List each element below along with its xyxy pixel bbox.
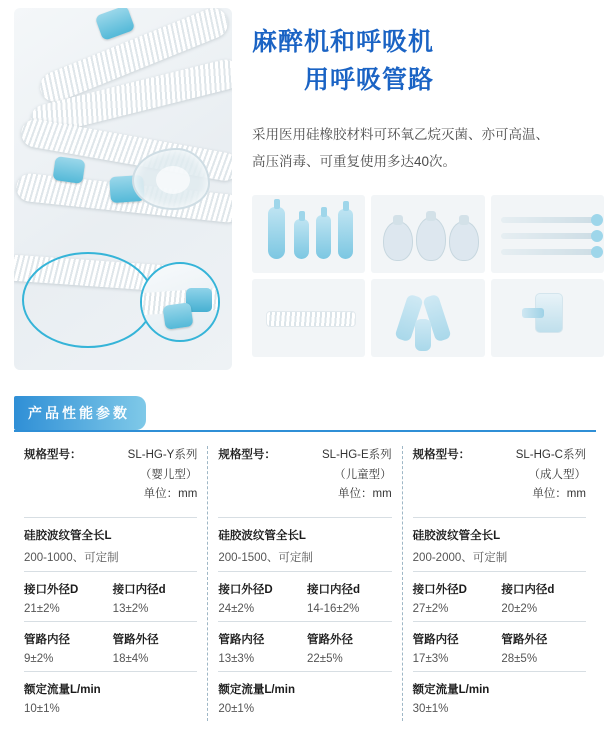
model-type: （成人型） — [528, 468, 586, 481]
model-series: SL-HG-C系列 — [515, 449, 586, 461]
gallery-item-anesthesia-masks — [371, 195, 484, 273]
gallery-item-valve-assembly — [491, 279, 604, 357]
gallery-item-breathing-bags — [252, 195, 365, 273]
zoom-detail-circle — [140, 262, 220, 342]
spec-block — [218, 517, 391, 571]
spec-section — [0, 396, 610, 721]
model-series: SL-HG-E系列 — [322, 449, 392, 461]
spec-column-adult — [402, 446, 596, 721]
spec-value: 200-2000、可定制 — [412, 551, 508, 564]
model-unit: 单位：mm — [143, 488, 198, 501]
hero-product-photo — [14, 8, 232, 370]
spec-label: 管路内径 — [218, 633, 265, 646]
spec-label: 接口外径D — [218, 583, 273, 596]
spec-value: 24±2% — [218, 602, 255, 615]
model-series: SL-HG-Y系列 — [127, 449, 198, 461]
spec-block — [413, 671, 586, 721]
spec-divider — [14, 430, 596, 432]
spec-label: 额定流量L/min — [218, 683, 295, 696]
spec-value: 27±2% — [412, 602, 449, 615]
gallery-item-tube-connector — [252, 279, 365, 357]
spec-label: 硅胶波纹管全长L — [218, 529, 306, 542]
spec-value: 22±5% — [307, 652, 343, 665]
page-title — [252, 24, 604, 99]
spec-label: 管路内径 — [24, 633, 70, 646]
spec-value: 21±2% — [24, 602, 60, 615]
spec-block — [24, 671, 197, 721]
spec-label: 接口内径d — [307, 583, 361, 596]
spec-block — [413, 621, 586, 671]
header-text-column — [232, 8, 604, 370]
spec-label: 接口外径D — [24, 583, 79, 596]
model-type: （儿童型） — [334, 468, 392, 481]
spec-value: 20±1% — [218, 702, 255, 715]
spec-value: 13±2% — [112, 602, 149, 615]
spec-label: 接口外径D — [412, 583, 467, 596]
tube-connector-icon — [266, 311, 356, 327]
spec-value: 28±5% — [501, 652, 538, 665]
spec-value: 10±1% — [24, 702, 60, 715]
model-label: 规格型号： — [24, 449, 82, 461]
spec-block — [218, 571, 391, 621]
page-subtitle-line1: 采用医用硅橡胶材料可环氧乙烷灭菌、亦可高温、 — [252, 127, 549, 142]
model-unit: 单位：mm — [337, 488, 392, 501]
anesthesia-mask-illustration — [132, 148, 210, 210]
blue-connector-icon — [52, 156, 85, 184]
model-row — [218, 446, 391, 517]
model-row — [413, 446, 586, 517]
model-values — [128, 446, 198, 505]
page-subtitle-line2: 高压消毒、可重复使用多达40次。 — [252, 154, 457, 169]
breathing-bag-icon — [268, 207, 285, 259]
y-connector-icon — [415, 319, 431, 351]
spec-block — [413, 517, 586, 571]
model-unit: 单位：mm — [532, 488, 586, 501]
catheter-icon — [501, 217, 597, 223]
breathing-bag-icon — [316, 215, 331, 259]
spec-block — [24, 571, 197, 621]
spec-value: 200-1500、可定制 — [218, 551, 313, 564]
spec-block — [218, 671, 391, 721]
mask-icon — [416, 217, 446, 261]
page-title-line2: 用呼吸管路 — [304, 65, 435, 94]
spec-label: 管路外径 — [307, 633, 353, 646]
spec-block — [218, 621, 391, 671]
model-values — [322, 446, 392, 505]
spec-value: 14-16±2% — [307, 602, 360, 615]
spec-label: 硅胶波纹管全长L — [24, 529, 112, 542]
spec-value: 200-1000、可定制 — [24, 551, 119, 564]
model-row — [24, 446, 197, 517]
gallery-item-catheters — [491, 195, 604, 273]
spec-label: 接口内径d — [112, 583, 166, 596]
spec-column-infant — [14, 446, 207, 721]
product-gallery — [252, 195, 604, 357]
spec-label: 接口内径d — [501, 583, 555, 596]
gallery-item-y-connector — [371, 279, 484, 357]
spec-value: 17±3% — [412, 652, 449, 665]
spec-label: 硅胶波纹管全长L — [412, 529, 501, 542]
breathing-bag-icon — [338, 209, 353, 259]
spec-value: 9±2% — [24, 652, 54, 665]
page-subtitle — [252, 121, 604, 175]
page-title-line1: 麻醉机和呼吸机 — [252, 28, 435, 56]
spec-value: 20±2% — [501, 602, 538, 615]
spec-value: 30±1% — [412, 702, 449, 715]
spec-section-title: 产品性能参数 — [14, 396, 146, 430]
spec-label: 额定流量L/min — [24, 683, 101, 696]
model-type: （婴儿型） — [139, 468, 198, 481]
model-label: 规格型号： — [218, 449, 276, 461]
spec-value: 13±3% — [218, 652, 255, 665]
spec-value: 18±4% — [112, 652, 149, 665]
blue-connector-icon — [95, 8, 136, 41]
spec-label: 管路内径 — [412, 633, 459, 646]
mask-icon — [383, 221, 413, 261]
spec-label: 管路外径 — [501, 633, 548, 646]
spec-columns — [14, 446, 596, 721]
spec-column-pediatric — [207, 446, 401, 721]
catheter-icon — [501, 249, 597, 255]
model-label: 规格型号： — [412, 449, 471, 461]
spec-block — [24, 517, 197, 571]
blue-connector-icon — [162, 302, 193, 330]
mask-icon — [449, 221, 479, 261]
spec-label: 管路外径 — [112, 633, 159, 646]
model-values — [516, 446, 586, 505]
spec-block — [24, 621, 197, 671]
spec-label: 额定流量L/min — [412, 683, 490, 696]
catheter-icon — [501, 233, 597, 239]
breathing-bag-icon — [294, 219, 309, 259]
valve-icon — [535, 293, 563, 333]
spec-block — [413, 571, 586, 621]
